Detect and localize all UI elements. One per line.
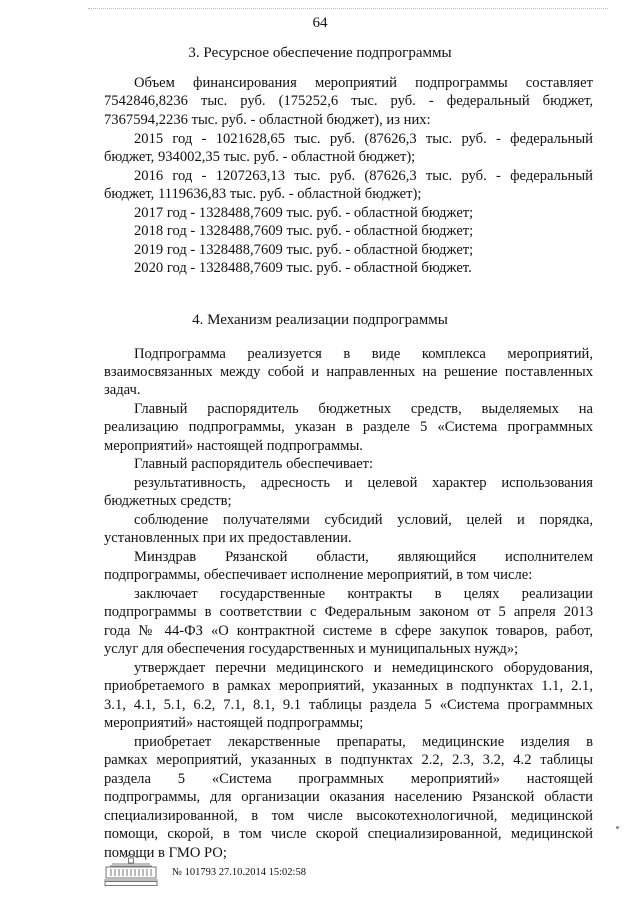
section4-line: специализированной, в том числе высокотехнологичной, медицинской [104,808,593,824]
section4-line: приобретает лекарственные препараты, медицинские изделия в [134,734,593,750]
section3-line: 2015 год - 1021628,65 тыс. руб. (87626,3 тыс. руб. - федеральный [134,131,593,147]
section3-line: бюджет, 934002,35 тыс. руб. - областной бюджет); [104,149,416,165]
section4-line: бюджетных средств; [104,493,232,509]
section4-line: реализацию подпрограммы, указан в разделе 5 «Система программных [104,419,593,435]
building-emblem-icon [102,852,160,888]
section4-line: результативность, адресность и целевой характер использования [134,475,593,491]
section4-line: Главный распорядитель обеспечивает: [134,456,374,472]
section4-title: 4. Механизм реализации подпрограммы [192,312,448,328]
section4-line: заключает государственные контракты в целях реализации [134,586,593,602]
section4-line: раздела 5 «Система программных мероприятий» настоящей [104,771,593,787]
section4-line: Минздрав Рязанской области, являющийся исполнителем [134,549,593,565]
section3-line: 7542846,8236 тыс. руб. (175252,6 тыс. руб. - федеральный бюджет, [104,93,593,109]
page-number: 64 [312,15,328,31]
section3-line: 2019 год - 1328488,7609 тыс. руб. - областной бюджет; [134,242,474,258]
section4-line: мероприятий» настоящей подпрограммы; [104,715,364,731]
section4-line: подпрограммы в соответствии с Федеральным законом от 5 апреля 2013 [104,604,593,620]
section4-line: подпрограммы, обеспечивает исполнение мероприятий, в том числе: [104,567,533,583]
footer [102,852,422,892]
section4-line: мероприятий» настоящей подпрограммы. [104,438,363,454]
section4-line: года № 44-ФЗ «О контрактной системе в сфере закупок товаров, работ, [104,623,593,639]
section4-line: задач. [104,382,141,398]
section4-line: рамках мероприятий, указанных в подпунктах 2.2, 2.3, 3.2, 4.2 таблицы [104,752,593,768]
section3-line: 7367594,2236 тыс. руб. - областной бюджет), из них: [104,112,431,128]
section4-line: утверждает перечни медицинского и немедицинского оборудования, [134,660,593,676]
section4-line: взаимосвязанных между собой и направленных на решение поставленных [104,364,593,380]
speck-mark [616,826,619,829]
section4-line: 3.1, 4.1, 5.1, 6.2, 7.1, 8.1, 9.1 таблицы раздела 5 «Система программных [104,697,593,713]
section4-line: помощи в ГМО РО; [104,845,227,861]
section3-title: 3. Ресурсное обеспечение подпрограммы [188,45,452,61]
top-divider [88,8,608,9]
section4-line: подпрограммы, для организации оказания населению Рязанской области [104,789,593,805]
section3-line: 2016 год - 1207263,13 тыс. руб. (87626,3 тыс. руб. - федеральный [134,168,593,184]
section3-line: 2020 год - 1328488,7609 тыс. руб. - областной бюджет. [134,260,472,276]
section4-line: Подпрограмма реализуется в виде комплекса мероприятий, [134,346,593,362]
section4-line: помощи, скорой, в том числе скорой специализированной, медицинской [104,826,593,842]
section4-line: услуг для обеспечения государственных и муниципальных нужд»; [104,641,519,657]
section4-line: установленных при их предоставлении. [104,530,352,546]
section3-line: 2017 год - 1328488,7609 тыс. руб. - областной бюджет; [134,205,474,221]
section4-line: Главный распорядитель бюджетных средств, выделяемых на [134,401,593,417]
section4-line: приобретаемого в рамках мероприятий, указанных в подпунктах 1.1, 2.1, [104,678,593,694]
section3-line: 2018 год - 1328488,7609 тыс. руб. - областной бюджет; [134,223,474,239]
registration-stamp: № 101793 27.10.2014 15:02:58 [172,867,306,878]
section3-line: Объем финансирования мероприятий подпрограммы составляет [134,75,593,91]
section4-line: соблюдение получателями субсидий условий, целей и порядка, [134,512,593,528]
section3-line: бюджет, 1119636,83 тыс. руб. - областной бюджет); [104,186,422,202]
